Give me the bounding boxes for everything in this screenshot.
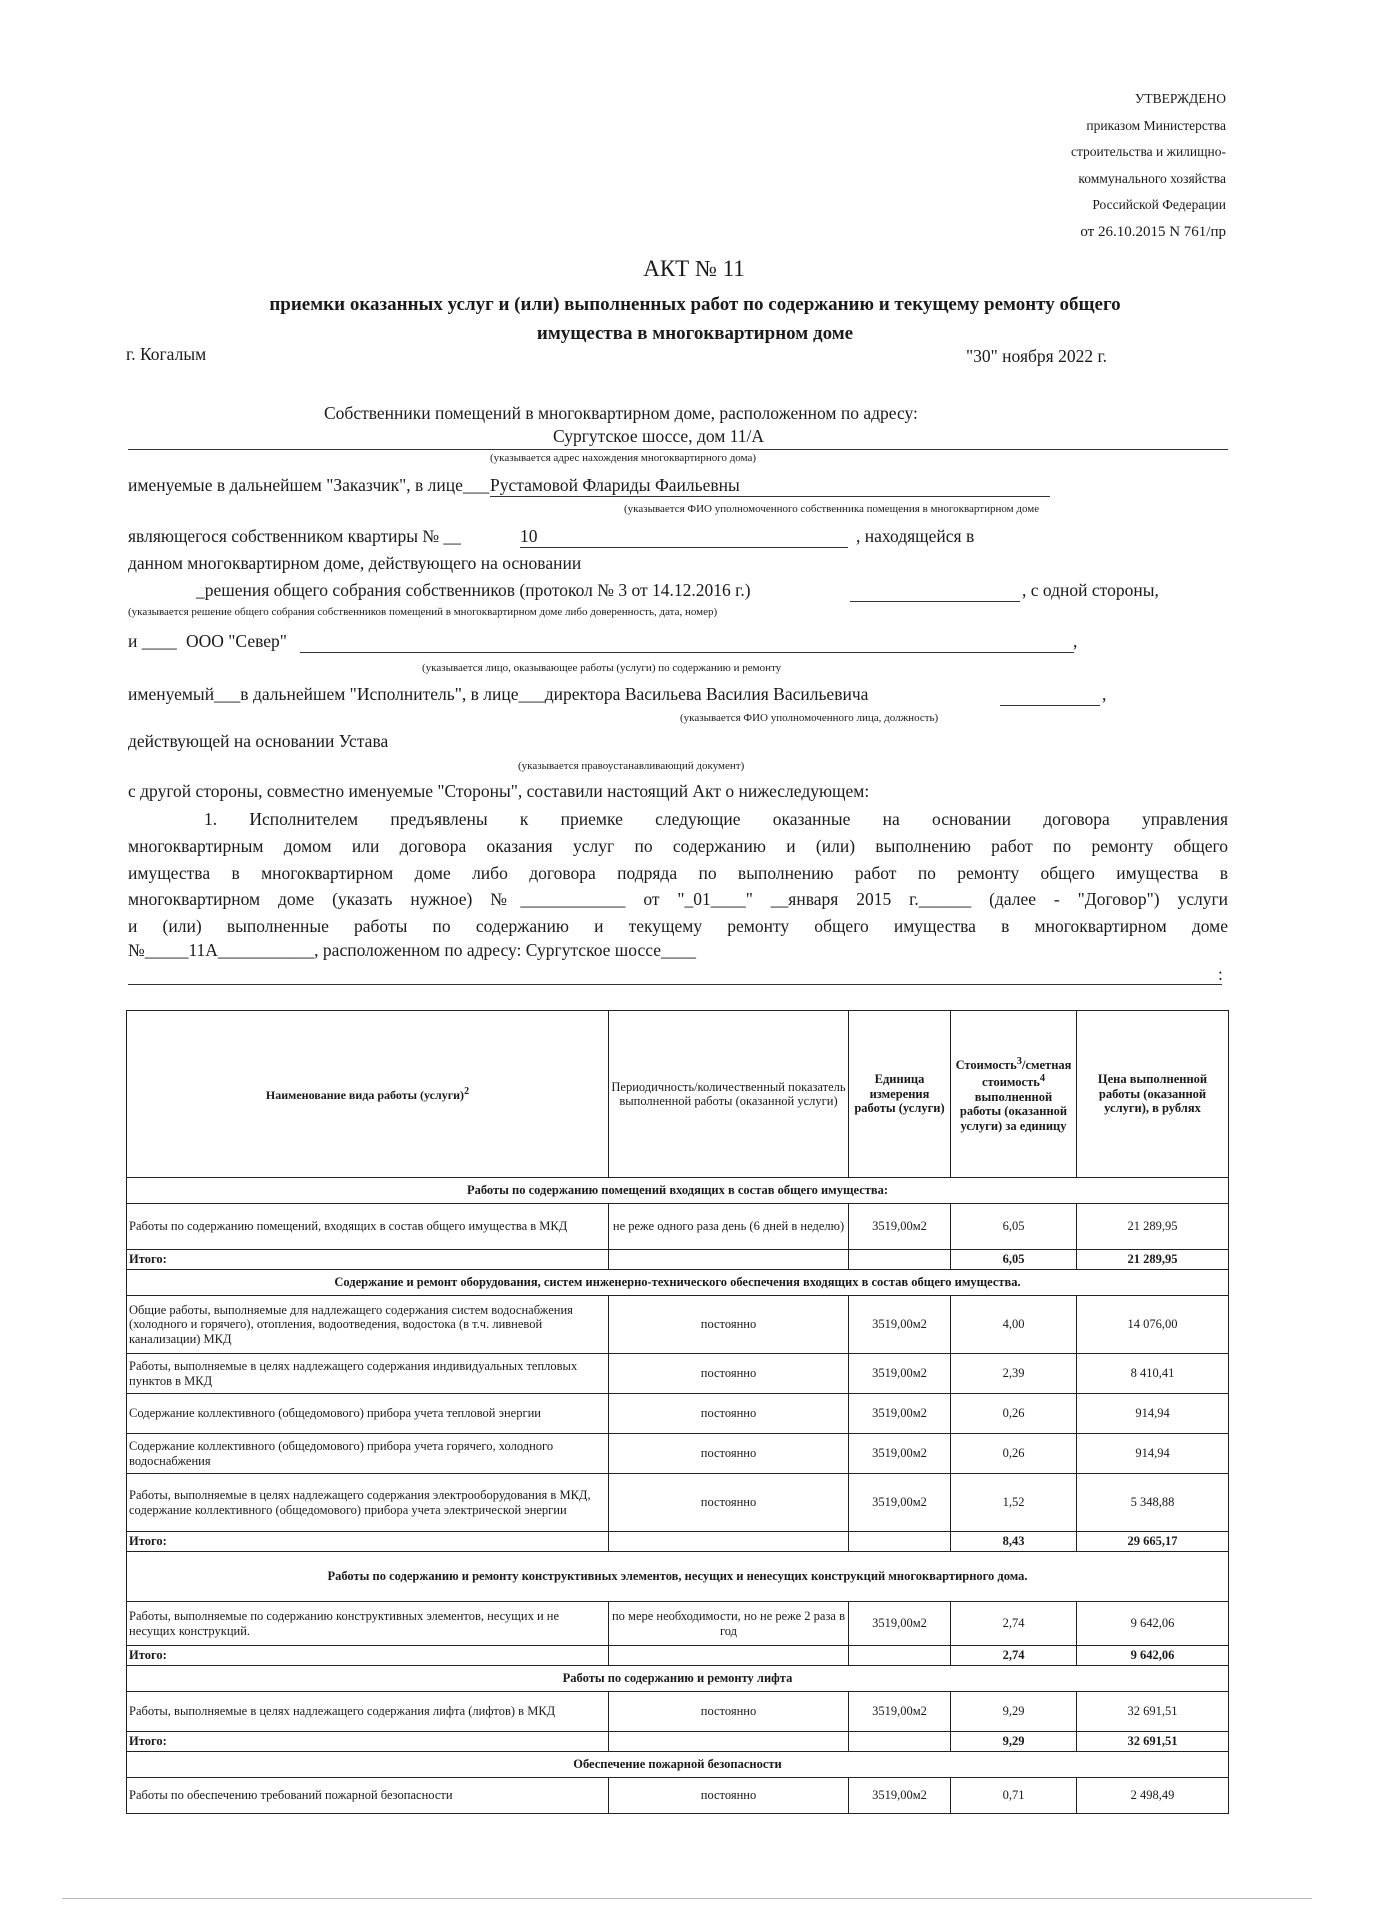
cell-cost: 9,29 bbox=[951, 1692, 1077, 1732]
apartment-underline bbox=[520, 547, 848, 548]
cell-price: 5 348,88 bbox=[1077, 1474, 1229, 1532]
cell-price: 32 691,51 bbox=[1077, 1692, 1229, 1732]
cell-name: Работы, выполняемые в целях надлежащего содержания электрооборудования в МКД, содержание коллективного (общедомового) прибора учета электрической энергии bbox=[127, 1474, 609, 1532]
total-label: Итого: bbox=[127, 1250, 609, 1270]
cell-name: Общие работы, выполняемые для надлежащего содержания систем водоснабжения (холодного и горячего), отопления, водоотведения, водостока (в т.ч. ливневой канализации) МКД bbox=[127, 1296, 609, 1354]
total-row bbox=[127, 1732, 1229, 1752]
cell-cost: 0,26 bbox=[951, 1394, 1077, 1434]
basis-line1: данном многоквартирном доме, действующего на основании bbox=[128, 553, 582, 573]
contractor-comma: , bbox=[1073, 631, 1078, 651]
cell-unit: 3519,00м2 bbox=[849, 1296, 951, 1354]
cell-price: 14 076,00 bbox=[1077, 1296, 1229, 1354]
total-label: Итого: bbox=[127, 1732, 609, 1752]
total-empty bbox=[609, 1250, 849, 1270]
header-price: Цена выполненной работы (оказанной услуги), в рублях bbox=[1077, 1011, 1229, 1178]
section-title-row bbox=[127, 1178, 1229, 1204]
cell-name: Работы по содержанию помещений, входящих в состав общего имущества в МКД bbox=[127, 1204, 609, 1250]
section-title: Работы по содержанию помещений входящих в состав общего имущества: bbox=[127, 1178, 1229, 1204]
cell-unit: 3519,00м2 bbox=[849, 1394, 951, 1434]
cell-unit: 3519,00м2 bbox=[849, 1692, 951, 1732]
total-empty bbox=[849, 1732, 951, 1752]
contractor-org: ООО "Север" bbox=[186, 631, 287, 651]
basis-suffix: , с одной стороны, bbox=[1022, 580, 1159, 600]
basis-hint: (указывается решение общего собрания собственников помещений в многоквартирном доме либо доверенность, дата, номер) bbox=[128, 606, 718, 618]
section-title-row bbox=[127, 1666, 1229, 1692]
approval-line: приказом Министерства bbox=[1086, 117, 1226, 133]
paragraph-line: 1. Исполнителем предъявлены к приемке следующие оказанные на основании договора управления bbox=[204, 809, 1228, 829]
cell-period: постоянно bbox=[609, 1434, 849, 1474]
address-colon: : bbox=[1218, 964, 1223, 984]
cell-cost: 2,39 bbox=[951, 1354, 1077, 1394]
total-cost: 8,43 bbox=[951, 1532, 1077, 1552]
cell-period: постоянно bbox=[609, 1474, 849, 1532]
act-subtitle-line2: имущества в многоквартирном доме bbox=[536, 323, 854, 344]
paragraph-line: и (или) выполненные работы по содержанию и текущему ремонту общего имущества в многоквартирном доме bbox=[128, 916, 1228, 937]
cell-cost: 1,52 bbox=[951, 1474, 1077, 1532]
header-cost: Стоимость$^3$/сметная стоимость$^4$ выполненной работы (оказанной услуги) за единицу bbox=[951, 1011, 1077, 1178]
cell-name: Работы по обеспечению требований пожарной безопасности bbox=[127, 1778, 609, 1814]
total-empty bbox=[849, 1646, 951, 1666]
cell-price: 21 289,95 bbox=[1077, 1204, 1229, 1250]
cell-period: постоянно bbox=[609, 1296, 849, 1354]
cell-name: Работы, выполняемые в целях надлежащего содержания индивидуальных тепловых пунктов в МКД bbox=[127, 1354, 609, 1394]
approval-line: от 26.10.2015 N 761/пр bbox=[1080, 223, 1226, 240]
apartment-number: 10 bbox=[520, 526, 538, 546]
contractor-hint: (указывается лицо, оказывающее работы (услуги) по содержанию и ремонту bbox=[422, 662, 782, 674]
scan-edge-line bbox=[62, 1898, 1312, 1899]
owners-intro: Собственники помещений в многоквартирном доме, расположенном по адресу: bbox=[324, 403, 918, 423]
cell-name: Содержание коллективного (общедомового) прибора учета тепловой энергии bbox=[127, 1394, 609, 1434]
act-subtitle-line1: приемки оказанных услуг и (или) выполненных работ по содержанию и текущему ремонту общего bbox=[269, 294, 1121, 315]
total-row bbox=[127, 1532, 1229, 1552]
table-row bbox=[127, 1778, 1229, 1814]
section-title: Работы по содержанию и ремонту конструктивных элементов, несущих и ненесущих конструкций многоквартирного дома. bbox=[127, 1552, 1229, 1602]
address-underline bbox=[128, 449, 1228, 450]
cell-unit: 3519,00м2 bbox=[849, 1474, 951, 1532]
contractor-line: именуемый___в дальнейшем "Исполнитель", в лице___директора Васильева Василия Васильевича bbox=[128, 684, 869, 704]
cell-unit: 3519,00м2 bbox=[849, 1434, 951, 1474]
table-row bbox=[127, 1474, 1229, 1532]
cell-unit: 3519,00м2 bbox=[849, 1354, 951, 1394]
cell-period: постоянно bbox=[609, 1692, 849, 1732]
works-table bbox=[126, 1010, 1229, 1814]
cell-name: Работы, выполняемые в целях надлежащего содержания лифта (лифтов) в МКД bbox=[127, 1692, 609, 1732]
header-period: Периодичность/количественный показатель выполненной работы (оказанной услуги) bbox=[609, 1011, 849, 1178]
and-prefix: и ____ bbox=[128, 631, 177, 651]
basis-line2: _решения общего собрания собственников (протокол № 3 от 14.12.2016 г.) bbox=[196, 580, 751, 600]
total-label: Итого: bbox=[127, 1532, 609, 1552]
contractor-person-hint: (указывается ФИО уполномоченного лица, должность) bbox=[680, 712, 939, 724]
header-unit: Единица измерения работы (услуги) bbox=[849, 1011, 951, 1178]
cell-price: 8 410,41 bbox=[1077, 1354, 1229, 1394]
table-row bbox=[127, 1394, 1229, 1434]
paragraph-line: многоквартирном доме (указать нужное) №____________ от "_01____" __января 2015 г.______ (далее - "Договор") услуги bbox=[128, 889, 1228, 910]
customer-underline bbox=[490, 496, 1050, 497]
total-empty bbox=[849, 1250, 951, 1270]
approval-block bbox=[1071, 86, 1226, 245]
section-title: Обеспечение пожарной безопасности bbox=[127, 1752, 1229, 1778]
parties-line: с другой стороны, совместно именуемые "Стороны", составили настоящий Акт о нижеследующем: bbox=[128, 781, 870, 801]
total-row bbox=[127, 1250, 1229, 1270]
cell-cost: 0,71 bbox=[951, 1778, 1077, 1814]
apartment-prefix: являющегося собственником квартиры № __ bbox=[128, 526, 461, 546]
customer-hint: (указывается ФИО уполномоченного собственника помещения в многоквартирном доме bbox=[624, 503, 1040, 515]
section-title-row bbox=[127, 1552, 1229, 1602]
basis-underline bbox=[850, 601, 1020, 602]
approval-line: коммунального хозяйства bbox=[1078, 170, 1226, 186]
city: г. Когалым bbox=[126, 344, 207, 364]
section-title: Работы по содержанию и ремонту лифта bbox=[127, 1666, 1229, 1692]
cell-period: постоянно bbox=[609, 1354, 849, 1394]
total-empty bbox=[609, 1532, 849, 1552]
address-line-underline bbox=[128, 984, 1222, 985]
act-date: "30" ноября 2022 г. bbox=[966, 346, 1108, 366]
cell-period: постоянно bbox=[609, 1394, 849, 1434]
cell-cost: 6,05 bbox=[951, 1204, 1077, 1250]
approval-line: строительства и жилищно- bbox=[1071, 144, 1226, 159]
cell-price: 2 498,49 bbox=[1077, 1778, 1229, 1814]
address: Сургутское шоссе, дом 11/А bbox=[553, 426, 765, 446]
contractor-person-comma: , bbox=[1102, 684, 1107, 704]
total-empty bbox=[609, 1732, 849, 1752]
paragraph-line: имущества в многоквартирном доме либо договора подряда по выполнению работ по ремонту общего имущества в bbox=[128, 862, 1228, 883]
cell-name: Содержание коллективного (общедомового) прибора учета горячего, холодного водоснабжения bbox=[127, 1434, 609, 1474]
cell-unit: 3519,00м2 bbox=[849, 1602, 951, 1646]
cell-period: по мере необходимости, но не реже 2 раза в год bbox=[609, 1602, 849, 1646]
section-title-row bbox=[127, 1270, 1229, 1296]
customer-name: Рустамовой Флариды Фаильевны bbox=[490, 475, 740, 495]
cell-period: постоянно bbox=[609, 1778, 849, 1814]
header-name: Наименование вида работы (услуги)$^2$ bbox=[127, 1011, 609, 1178]
total-label: Итого: bbox=[127, 1646, 609, 1666]
contractor-underline bbox=[300, 652, 1074, 653]
paragraph-line: многоквартирным домом или договора оказания услуг по содержанию и (или) выполнению работ по ремонту общего bbox=[128, 835, 1228, 856]
table-row bbox=[127, 1434, 1229, 1474]
apartment-suffix: , находящейся в bbox=[856, 526, 975, 546]
address-hint: (указывается адрес нахождения многоквартирного дома) bbox=[490, 452, 757, 464]
total-cost: 9,29 bbox=[951, 1732, 1077, 1752]
table-row bbox=[127, 1204, 1229, 1250]
contractor-person-underline bbox=[1000, 705, 1100, 706]
cell-name: Работы, выполняемые по содержанию конструктивных элементов, несущих и не несущих конструкций. bbox=[127, 1602, 609, 1646]
table-row bbox=[127, 1354, 1229, 1394]
works-table-body bbox=[127, 1178, 1229, 1814]
cell-cost: 2,74 bbox=[951, 1602, 1077, 1646]
total-row bbox=[127, 1646, 1229, 1666]
cell-cost: 4,00 bbox=[951, 1296, 1077, 1354]
paragraph-1 bbox=[128, 806, 1228, 940]
total-price: 29 665,17 bbox=[1077, 1532, 1229, 1552]
table-row bbox=[127, 1602, 1229, 1646]
total-cost: 6,05 bbox=[951, 1250, 1077, 1270]
approval-line: УТВЕРЖДЕНО bbox=[1134, 91, 1226, 106]
table-row bbox=[127, 1692, 1229, 1732]
total-price: 32 691,51 bbox=[1077, 1732, 1229, 1752]
total-price: 9 642,06 bbox=[1077, 1646, 1229, 1666]
acting-basis: действующей на основании Устава bbox=[128, 731, 389, 751]
total-empty bbox=[849, 1532, 951, 1552]
cell-price: 914,94 bbox=[1077, 1394, 1229, 1434]
acting-hint: (указывается правоустанавливающий документ) bbox=[518, 760, 745, 772]
paragraph-last-line: №_____11А___________, расположенном по адресу: Сургутское шоссе____ bbox=[128, 940, 696, 960]
cell-unit: 3519,00м2 bbox=[849, 1778, 951, 1814]
section-title: Содержание и ремонт оборудования, систем инженерно-технического обеспечения входящих в состав общего имущества. bbox=[127, 1270, 1229, 1296]
total-empty bbox=[609, 1646, 849, 1666]
cell-price: 9 642,06 bbox=[1077, 1602, 1229, 1646]
total-price: 21 289,95 bbox=[1077, 1250, 1229, 1270]
table-header-row bbox=[127, 1011, 1229, 1178]
cell-unit: 3519,00м2 bbox=[849, 1204, 951, 1250]
act-title: АКТ № 11 bbox=[643, 256, 745, 281]
act-subtitle bbox=[160, 290, 1230, 348]
customer-prefix: именуемые в дальнейшем "Заказчик", в лице___ bbox=[128, 475, 490, 495]
table-row bbox=[127, 1296, 1229, 1354]
approval-line: Российской Федерации bbox=[1092, 197, 1226, 212]
cell-price: 914,94 bbox=[1077, 1434, 1229, 1474]
cell-cost: 0,26 bbox=[951, 1434, 1077, 1474]
total-cost: 2,74 bbox=[951, 1646, 1077, 1666]
cell-period: не реже одного раза день (6 дней в неделю) bbox=[609, 1204, 849, 1250]
section-title-row bbox=[127, 1752, 1229, 1778]
